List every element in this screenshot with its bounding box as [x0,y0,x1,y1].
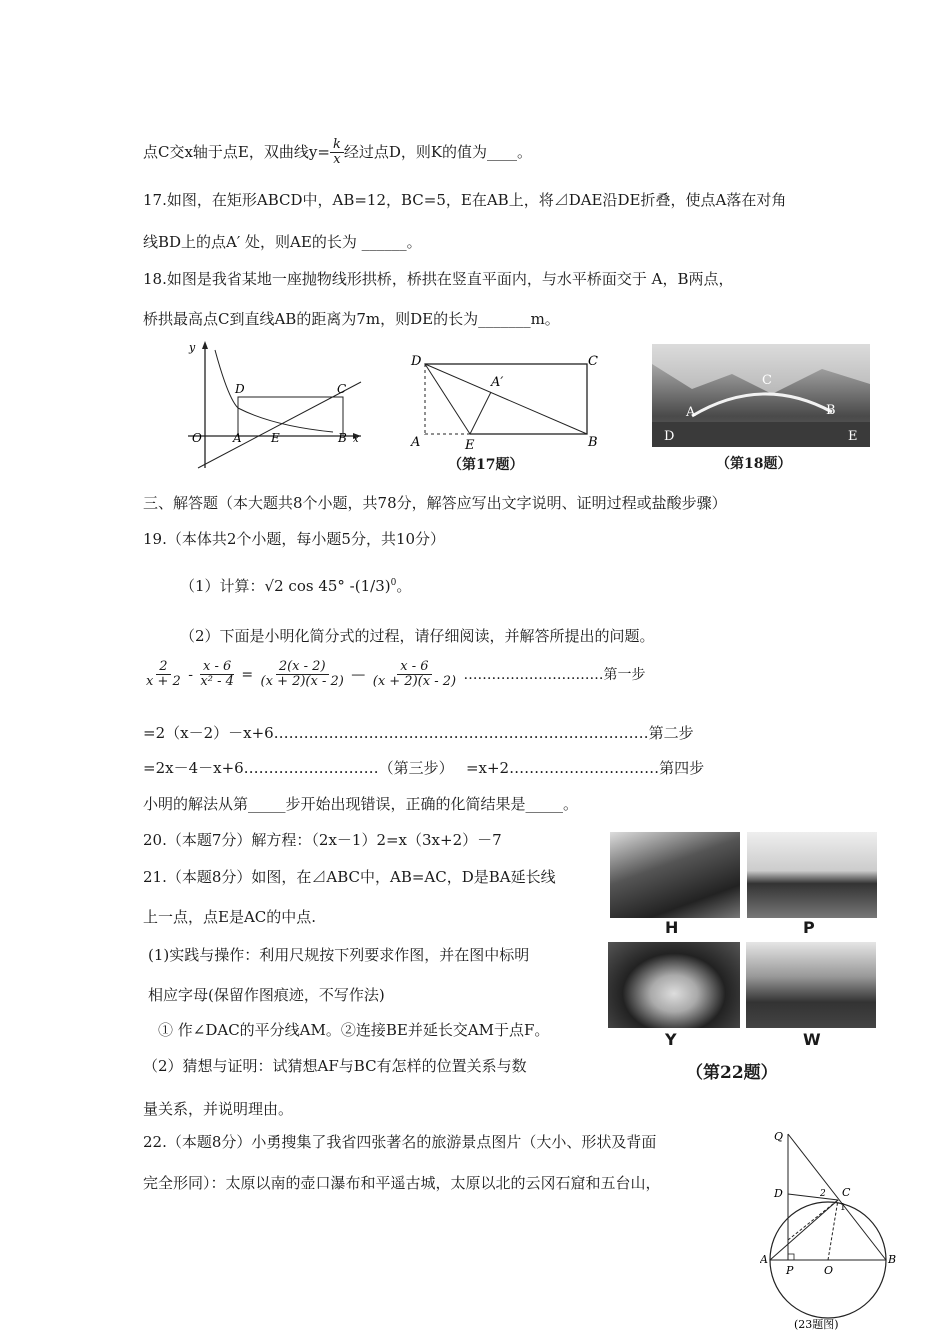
q20-line: 20.（本题7分）解方程：（2x－1）2=x（3x+2）－7 [143,831,502,849]
fig17-label-C: C [588,354,598,369]
q21-line-5: ① 作∠DAC的平分线AM。②连接BE并延长交AM于点F。 [158,1021,550,1039]
eq-frac-2: $\frac{x - 6}{\text{x² - 4}}$ [200,659,234,690]
q21-line-7: 量关系，并说明理由。 [143,1100,294,1118]
fig23-label-A: A [760,1253,768,1266]
fig17-caption: （第17题） [448,457,524,473]
k-over-x-fraction: $\frac{k}{x}$ [330,138,344,168]
fig18-label-A: A [686,405,696,420]
q21-line-6: （2）猜想与证明：试猜想AF与BC有怎样的位置关系与数 [143,1057,527,1075]
fig17-label-B: B [588,435,598,450]
fig23-label-O: O [824,1264,834,1277]
fig22-photo-Y [608,942,740,1028]
q19-step3-4: =2x－4－x+6………………………（第三步） =x+2…………………………第四步 [143,759,705,777]
fig23-circle-diagram [760,1122,910,1344]
q22-line-2: 完全形同）：太原以南的壶口瀑布和平遥古城，太原以北的云冈石窟和五台山， [143,1174,661,1192]
fig18-label-D: D [664,429,675,444]
fig23-label-2: 2 [820,1189,826,1199]
fig22-photo-W [746,942,876,1028]
fig16-label-B: B [338,431,347,445]
q18-line-2: 桥拱最高点C到直线AB的距离为7m，则DE的长为_______m。 [143,310,560,328]
q19-part2: （2）下面是小明化简分式的过程，请仔细阅读，并解答所提出的问题。 [180,627,655,645]
fig16-label-x: x [353,434,359,445]
fig23-label-C: C [842,1186,851,1199]
q21-line-4: 相应字母(保留作图痕迹，不写作法) [148,986,385,1004]
q16-line: 点C交x轴于点E，双曲线y= $\frac{k}{x}$ 经过点D，则K的值为____。 [143,137,533,168]
section3-heading: 三、解答题（本大题共8个小题，共78分，解答应写出文字说明、证明过程或盐酸步骤） [143,494,727,512]
q17-line-2: 线BD上的点A′ 处，则AE的长为 ______。 [143,233,422,251]
fig23-label-Q: Q [774,1130,784,1143]
fig16-label-O: O [192,431,202,445]
fig17-label-A: A [411,435,421,450]
fig17-label-E: E [465,438,475,450]
fig23-label-B: B [888,1253,897,1266]
fig16-graph [183,338,363,473]
eq-frac-4: $\frac{x - 6}{(x + 2)(x - 2)}$ [372,659,457,690]
fig23-label-P: P [786,1264,794,1277]
fig17-label-A-prime: A′ [491,375,504,390]
fig23-caption: (23题图) [794,1318,839,1331]
q19-part1: （1）计算：√2 cos 45° $-(1/3)^0$。 [180,577,412,595]
fig16-label-C: C [337,382,347,396]
eq-frac-3: $\frac{2(x - 2)}{(x + 2)(x - 2)}$ [260,659,344,690]
eq-frac-1: $\frac{2}{x + 2}$ [146,659,181,690]
fig18-label-E: E [848,429,858,444]
fig16-label-y: y [189,341,196,354]
fig22-label-H: H [665,918,679,937]
fig18-label-C: C [762,373,772,388]
q19-step2: =2（x－2）－x+6…………………………………………………………………第二步 [143,724,694,742]
q17-line-1: 17.如图，在矩形ABCD中，AB=12，BC=5，E在AB上，将⊿DAE沿DE折叠，使点A落在对角 [143,191,787,209]
fig16-label-A: A [233,431,242,445]
fig16-label-D: D [235,382,245,396]
q21-line-2: 上一点，点E是AC的中点. [143,908,317,926]
q19-question: 小明的解法从第_____步开始出现错误，正确的化简结果是_____。 [143,795,579,813]
fig18-label-B: B [826,403,836,418]
q18-line-1: 18.如图是我省某地一座抛物线形拱桥，桥拱在竖直平面内，与水平桥面交于 A，B两点， [143,270,734,288]
fig22-caption: （第22题） [686,1063,778,1083]
fig22-label-Y: Y [665,1030,677,1049]
fig22-label-W: W [803,1030,821,1049]
fig17-rectangle [405,350,605,450]
fig23-label-D: D [774,1187,783,1200]
fig22-photo-H [610,832,740,918]
fig18-caption: （第18题） [716,456,792,472]
q21-line-3: (1)实践与操作：利用尺规按下列要求作图，并在图中标明 [148,946,530,964]
fig22-label-P: P [803,918,815,937]
q22-line-1: 22.（本题8分）小勇搜集了我省四张著名的旅游景点图片（大小、形状及背面 [143,1133,657,1151]
fig23-label-1: 1 [840,1203,846,1213]
fig18-bridge-photo [652,344,870,447]
fig22-photo-P [747,832,877,918]
fig16-label-E: E [271,431,280,445]
fig17-label-D: D [411,354,422,369]
q19-heading: 19.（本体共2个小题，每小题5分，共10分） [143,530,446,548]
q19-equation: $\frac{2}{x + 2}$ - $\frac{x - 6}{\text{x² - 4}}$ = $\frac{2(x - 2)}{(x + 2)(x - 2)}$ — $\frac{x - 6}{(x + 2)(x - 2)}$ …………………………第一步 [143,660,646,690]
q21-line-1: 21.（本题8分）如图，在⊿ABC中，AB=AC，D是BA延长线 [143,868,556,886]
